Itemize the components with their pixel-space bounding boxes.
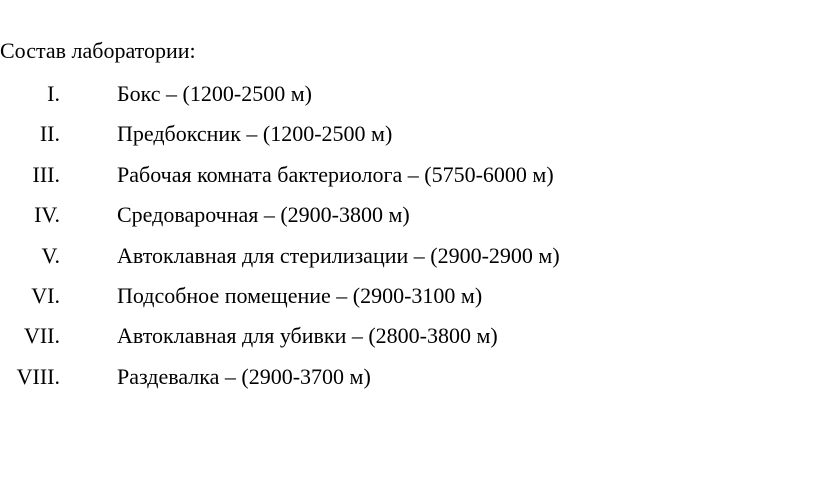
list-item-number: II. [39, 121, 60, 147]
list-item [0, 201, 816, 241]
list-item-number: IV. [34, 202, 60, 228]
list-item-text: Раздевалка – (2900-3700 м) [117, 363, 371, 389]
list-item-number: III. [32, 161, 60, 187]
list-item-text: Предбоксник – (1200-2500 м) [117, 121, 393, 147]
list-item-number: I. [47, 81, 60, 106]
list-item-text: Рабочая комната бактериолога – (5750-6000 м) [117, 161, 554, 187]
list-item-number: VII. [23, 323, 60, 349]
list-item [0, 161, 816, 201]
lab-composition-list [0, 80, 816, 403]
list-item [0, 242, 816, 282]
list-item-text: Бокс – (1200-2500 м) [117, 81, 312, 106]
list-item-number: VIII. [16, 363, 60, 389]
list-item-text: Средоварочная – (2900-3800 м) [117, 202, 410, 228]
list-item [0, 322, 816, 362]
list-item [0, 363, 816, 403]
list-item-text: Автоклавная для стерилизации – (2900-2900 м) [117, 242, 560, 268]
list-item-text: Подсобное помещение – (2900-3100 м) [117, 282, 483, 308]
document-heading: Состав лаборатории: [0, 38, 196, 63]
list-item-number: VI. [31, 282, 60, 308]
list-item-text: Автоклавная для убивки – (2800-3800 м) [117, 323, 498, 349]
list-item [0, 80, 816, 120]
list-item [0, 282, 816, 322]
list-item [0, 120, 816, 160]
list-item-number: V. [41, 242, 60, 268]
